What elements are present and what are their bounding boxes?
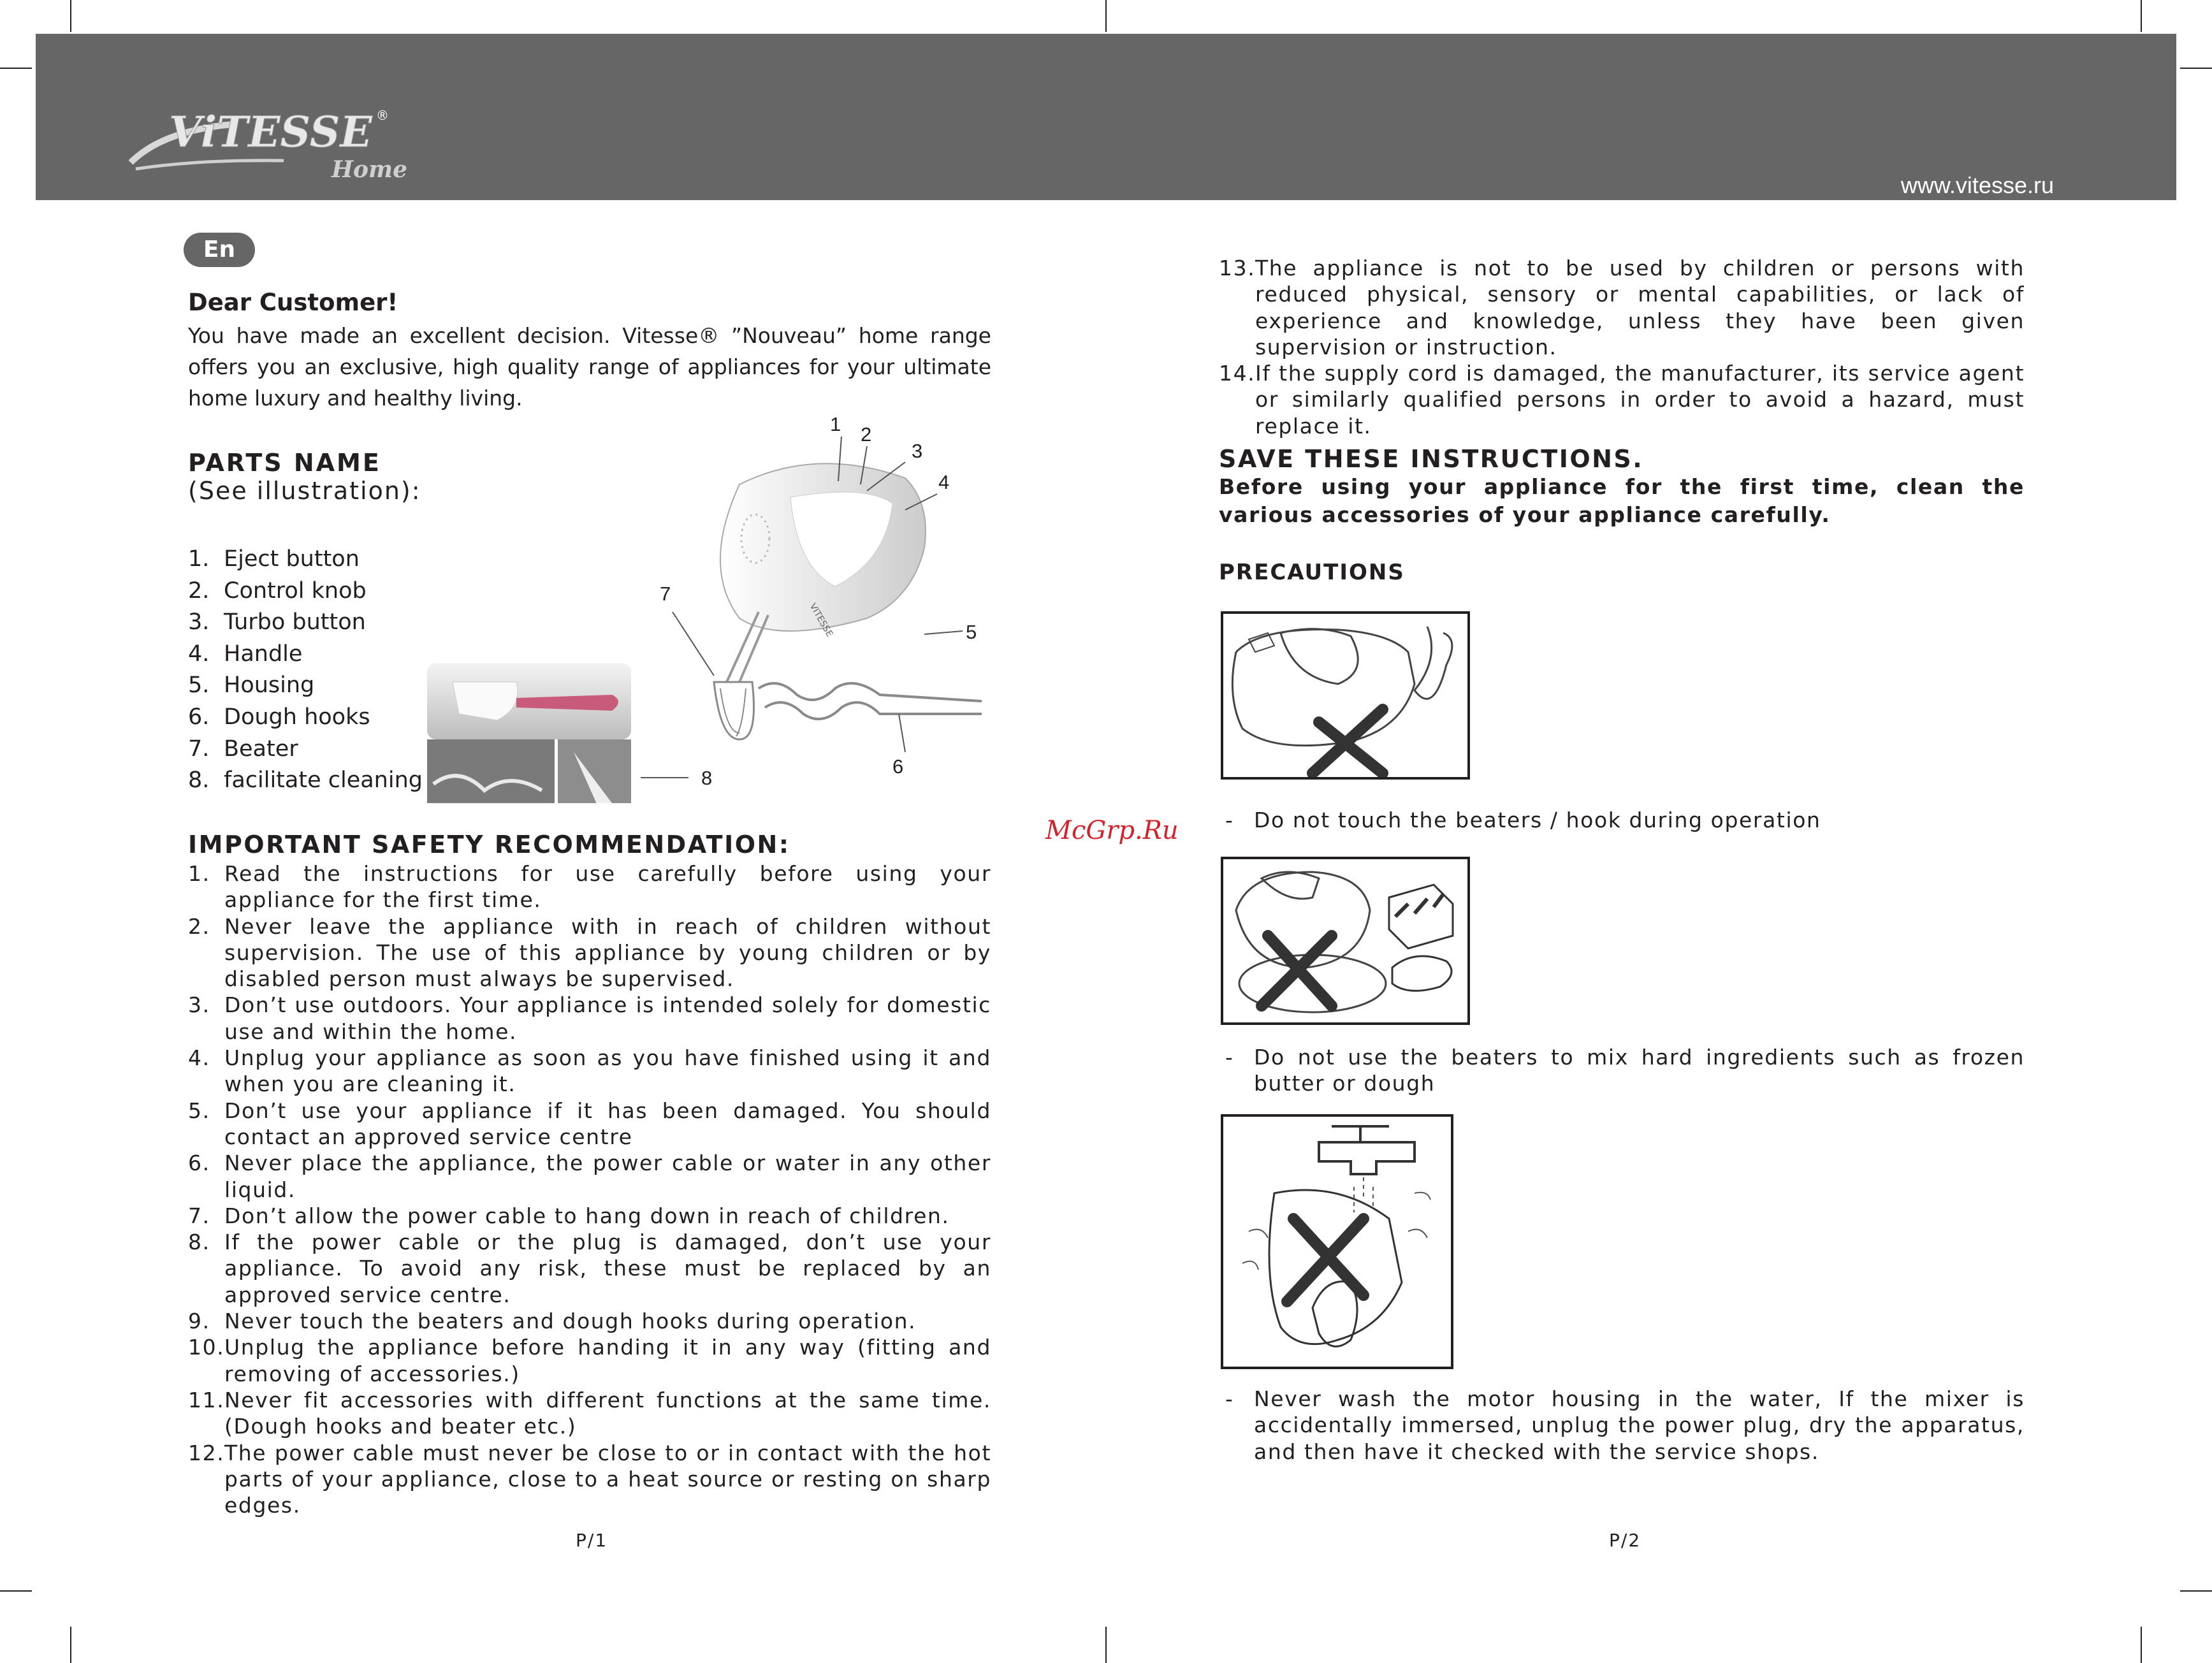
precaution-image-1 (1221, 611, 1470, 780)
header-bar (36, 34, 2176, 200)
list-item: 11. Never fit accessories with different functions at the same time. (Dough hooks and beater etc.) (188, 1387, 991, 1439)
dough-hooks (759, 683, 982, 701)
list-item: 6. Never place the appliance, the power cable or water in any other liquid. (188, 1151, 991, 1202)
callout-3: 3 (912, 440, 923, 462)
callout-4: 4 (938, 471, 950, 493)
list-item: 1. Eject button (188, 546, 360, 572)
precaution-image-2 (1221, 857, 1470, 1025)
logo-registered: ® (376, 108, 389, 123)
language-badge: En (184, 233, 255, 267)
watermark[interactable]: McGrp.Ru (1045, 816, 1179, 845)
svg-text:VITESSE: VITESSE (807, 602, 835, 639)
list-item: 8. If the power cable or the plug is damaged, don’t use your appliance. To avoid any risk, these must be replaced by an approved service centre. (188, 1230, 991, 1307)
cleaning-photo-1 (427, 739, 555, 803)
greeting-block (188, 289, 991, 414)
list-item: 5. Housing (188, 672, 315, 699)
list-item: 8. facilitate cleaning (188, 767, 423, 794)
parts-title: PARTS NAME (188, 449, 381, 477)
crop-mark (2141, 1627, 2142, 1663)
list-item: 10. Unplug the appliance before handing it in any way (fitting and removing of accessories.) (188, 1335, 991, 1386)
crop-mark (0, 1590, 32, 1592)
page-number-right: P/2 (1609, 1530, 1641, 1551)
precaution-note-1: - Do not touch the beaters / hook during operation (1225, 808, 1821, 832)
precaution-note-2: - Do not use the beaters to mix hard ingredients such as frozen butter or dough (1225, 1045, 2025, 1096)
crop-mark (70, 1627, 71, 1663)
crop-mark (0, 68, 32, 69)
list-item: 7. Don’t allow the power cable to hang down in reach of children. (188, 1203, 950, 1228)
save-body: Before using your appliance for the first time, clean the various accessories of your appliance carefully. (1219, 474, 2025, 527)
list-item: 2. Control knob (188, 577, 367, 604)
safety-section (188, 831, 991, 859)
logo-brand-text: ViTESSE (169, 107, 372, 157)
safety-list-continued (1219, 255, 2025, 439)
crop-mark (2180, 68, 2212, 69)
precaution-note-3: - Never wash the motor housing in the water, If the mixer is accidentally immersed, unplug the power plug, dry the apparatus, and then have it checked with the service shops. (1225, 1386, 2025, 1464)
precautions-section (1219, 560, 2025, 585)
list-item: 5. Don’t use your appliance if it has been damaged. You should contact an approved service centre (188, 1098, 991, 1149)
logo-sub-brand: Home (331, 156, 408, 183)
website-url[interactable]: www.vitesse.ru (1900, 172, 2054, 198)
list-item: 1. Read the instructions for use carefully before using your appliance for the first time. (188, 861, 991, 913)
precaution-image-3 (1221, 1114, 1453, 1369)
mixer-illustration (421, 408, 994, 803)
list-item: 12. The power cable must never be close to or in contact with the hot parts of your appliance, close to a heat source or resting on sharp edges. (188, 1440, 991, 1518)
callout-5: 5 (966, 621, 977, 643)
list-item: 2. Never leave the appliance with in reach of children without supervision. The use of this appliance by young children or by disabled person must always be supervised. (188, 913, 991, 992)
vitesse-logo (124, 96, 430, 191)
callout-8: 8 (701, 767, 713, 789)
safety-list (188, 861, 991, 1518)
list-item: 3. Don’t use outdoors. Your appliance is intended solely for domestic use and within the home. (188, 992, 991, 1044)
callout-1: 1 (830, 413, 841, 435)
list-item: 7. Beater (188, 736, 298, 762)
crop-mark (2141, 0, 2142, 32)
greeting-title: Dear Customer! (188, 289, 398, 316)
save-section (1219, 445, 2025, 529)
page-number-left: P/1 (576, 1530, 608, 1551)
crop-mark (1105, 1627, 1107, 1663)
list-item: 13. The appliance is not to be used by children or persons with reduced physical, sensory or mental capabilities, or lack of experience and knowledge, unless they have been given supervision or instruction. (1219, 256, 2025, 359)
list-item: 3. Turbo button (188, 609, 366, 635)
list-item: 4. Unplug your appliance as soon as you have finished using it and when you are cleaning it. (188, 1045, 991, 1097)
list-item: 9. Never touch the beaters and dough hooks during operation. (188, 1309, 917, 1334)
list-item: 4. Handle (188, 641, 303, 667)
intro-paragraph: You have made an excellent decision. Vitesse® ”Nouveau” home range offers you an exclusive, high quality range of appliances for your ultimate home luxury and healthy living. (188, 323, 991, 410)
crop-mark (1105, 0, 1107, 32)
callout-7: 7 (660, 583, 671, 605)
parts-subtitle: (See illustration): (188, 477, 421, 505)
list-item: 14. If the supply cord is damaged, the manufacturer, its service agent or similarly qualified persons in order to avoid a hazard, must replace it. (1219, 361, 2025, 439)
save-title: SAVE THESE INSTRUCTIONS. (1219, 445, 1644, 473)
callout-6: 6 (892, 755, 904, 778)
list-item: 6. Dough hooks (188, 704, 370, 730)
crop-mark (2180, 1590, 2212, 1592)
safety-title: IMPORTANT SAFETY RECOMMENDATION: (188, 831, 790, 859)
precautions-title: PRECAUTIONS (1219, 560, 1405, 585)
callout-2: 2 (861, 423, 872, 446)
crop-mark (70, 0, 71, 32)
